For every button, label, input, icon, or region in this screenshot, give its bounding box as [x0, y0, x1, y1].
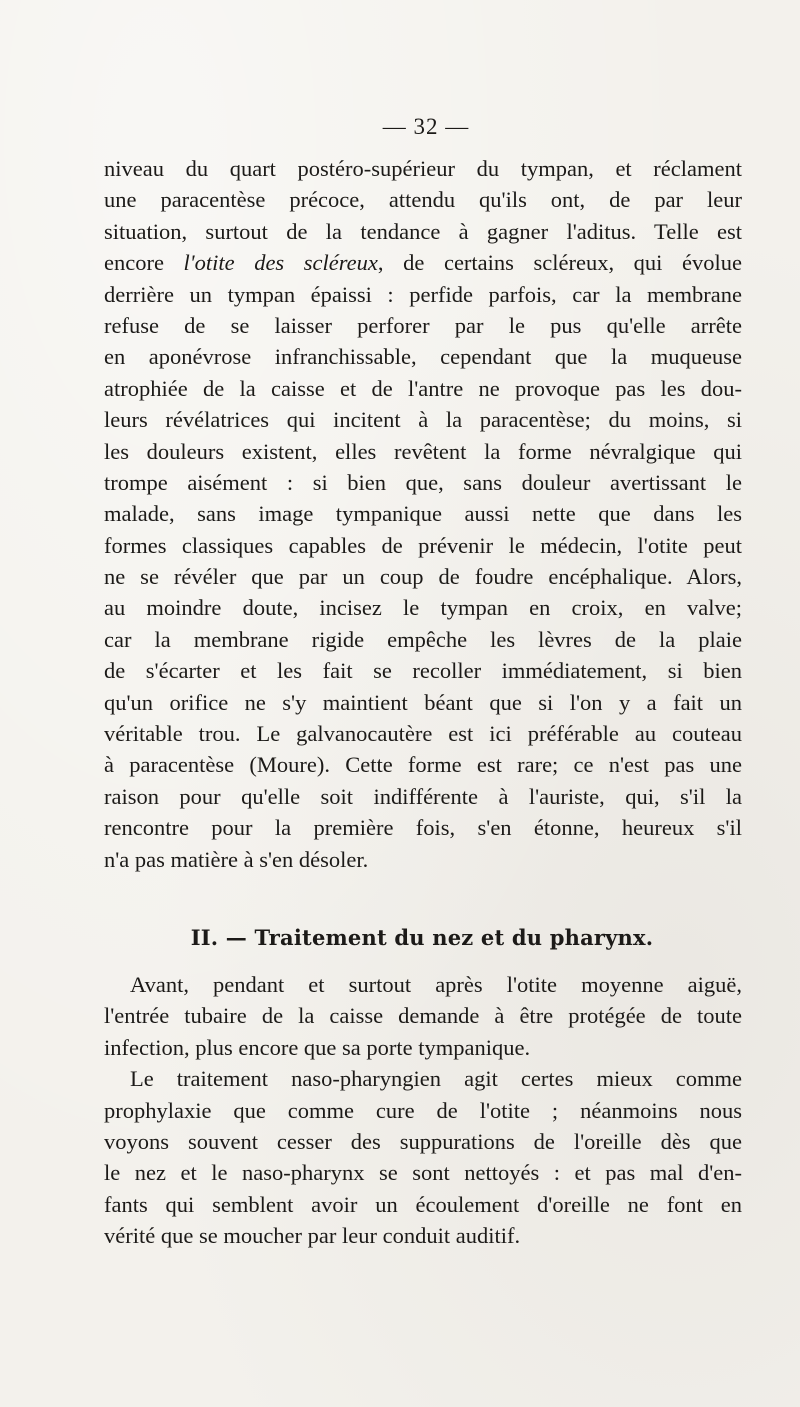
text-line: malade, sans image tympanique aussi nette que dans les [104, 501, 742, 527]
text-line: ne se révéler que par un coup de foudre encéphalique. Alors, [104, 564, 742, 590]
text-line: formes classiques capables de prévenir le médecin, l'otite peut [104, 532, 742, 558]
text-line: refuse de se laisser perforer par le pus qu'elle arrête [104, 312, 742, 338]
section-heading: II. — Traitement du nez et du pharynx. [190, 925, 654, 950]
text-line-with-italic [104, 247, 742, 278]
text-line: à paracentèse (Moure). Cette forme est rare; ce n'est pas une [104, 752, 742, 778]
text-line: une paracentèse précoce, attendu qu'ils ont, de par leur [104, 187, 742, 213]
text-line: vérité que se moucher par leur conduit auditif. [104, 1223, 521, 1249]
text-line: atrophiée de la caisse et de l'antre ne provoque pas les dou- [104, 375, 742, 401]
text-line: au moindre doute, incisez le tympan en croix, en valve; [104, 595, 742, 621]
text-line: en aponévrose infranchissable, cependant que la muqueuse [104, 344, 742, 370]
text-line: véritable trou. Le galvanocautère est ici préférable au couteau [104, 721, 742, 747]
text-line: rencontre pour la première fois, s'en étonne, heureux s'il [104, 815, 742, 841]
text-line: infection, plus encore que sa porte tympanique. [104, 1034, 531, 1060]
text-line: niveau du quart postéro-supérieur du tympan, et réclament [104, 156, 742, 181]
text-line: Avant, pendant et surtout après l'otite moyenne aiguë, [130, 972, 742, 997]
text-line: trompe aisément : si bien que, sans douleur avertissant le [104, 469, 742, 495]
text-line: derrière un tympan épaissi : perfide parfois, car la membrane [104, 281, 742, 307]
text-line: voyons souvent cesser des suppurations de l'oreille dès que [104, 1128, 742, 1154]
text-line: n'a pas matière à s'en désoler. [104, 846, 369, 872]
text-line: Le traitement naso-pharyngien agit certes mieux comme [130, 1066, 742, 1092]
page-number: — 32 — [382, 114, 470, 139]
text-line: l'entrée tubaire de la caisse demande à être protégée de toute [104, 1003, 742, 1029]
paragraph-otite-scleroux [104, 153, 742, 875]
text-line: leurs révélatrices qui incitent à la paracentèse; du moins, si [104, 407, 742, 433]
italic-term: l'otite des scléreux [183, 250, 378, 276]
text-line: raison pour qu'elle soit indifférente à l'auriste, qui, s'il la [104, 783, 742, 809]
text-line: les douleurs existent, elles revêtent la forme névralgique qui [104, 438, 742, 464]
paragraph-entree-tubaire [104, 969, 742, 1252]
text-line: le nez et le naso-pharynx se sont nettoyés : et pas mal d'en- [104, 1160, 742, 1186]
text-line: fants qui semblent avoir un écoulement d'oreille ne font en [104, 1191, 742, 1217]
text-line: situation, surtout de la tendance à gagner l'aditus. Telle est [104, 218, 742, 244]
text-line-suffix: , de certains scléreux, qui évolue [377, 250, 742, 276]
text-line: car la membrane rigide empêche les lèvres de la plaie [104, 626, 742, 652]
text-line: qu'un orifice ne s'y maintient béant que si l'on y a fait un [104, 689, 742, 715]
text-line: prophylaxie que comme cure de l'otite ; néanmoins nous [104, 1097, 742, 1123]
text-line-prefix: encore [104, 250, 184, 276]
text-line: de s'écarter et les fait se recoller immédiatement, si bien [104, 658, 742, 684]
